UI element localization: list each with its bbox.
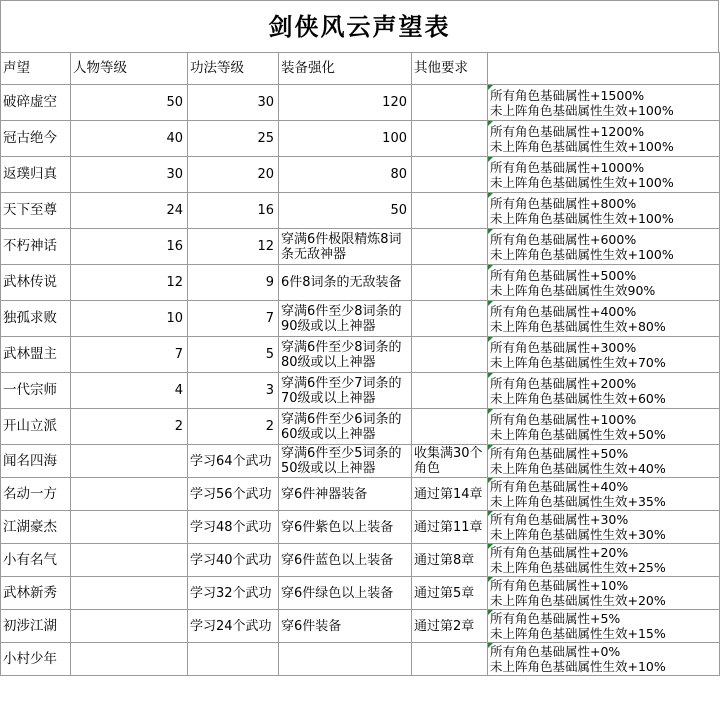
equipment-requirement: 50 — [279, 193, 412, 229]
other-requirement — [412, 85, 488, 121]
character-level — [71, 511, 188, 544]
all-characters-bonus: 所有角色基础属性+200% — [490, 375, 637, 391]
bonus-cell — [488, 337, 720, 373]
all-characters-bonus: 所有角色基础属性+0% — [490, 644, 621, 659]
bench-characters-bonus: 未上阵角色基础属性生效+100% — [490, 138, 674, 154]
character-level — [71, 643, 188, 676]
reputation-name: 开山立派 — [1, 409, 71, 445]
bench-characters-bonus: 未上阵角色基础属性生效+50% — [490, 426, 666, 442]
bench-characters-bonus: 未上阵角色基础属性生效+40% — [490, 461, 666, 476]
table-row — [1, 511, 720, 544]
reputation-name: 闻名四海 — [1, 445, 71, 478]
reputation-name: 冠古绝今 — [1, 121, 71, 157]
bench-characters-bonus: 未上阵角色基础属性生效+100% — [490, 174, 674, 190]
skill-level: 20 — [188, 157, 279, 193]
all-characters-bonus: 所有角色基础属性+20% — [490, 545, 629, 560]
all-characters-bonus: 所有角色基础属性+5% — [490, 611, 621, 626]
bench-characters-bonus: 未上阵角色基础属性生效+25% — [490, 560, 666, 575]
skill-level: 学习56个武功 — [188, 478, 279, 511]
equipment-requirement: 80 — [279, 157, 412, 193]
equipment-requirement — [279, 643, 412, 676]
other-requirement — [412, 193, 488, 229]
header-bonus — [488, 53, 720, 85]
table-row — [1, 409, 720, 445]
reputation-name: 天下至尊 — [1, 193, 71, 229]
reputation-name: 小有名气 — [1, 544, 71, 577]
skill-level: 学习48个武功 — [188, 511, 279, 544]
bench-characters-bonus: 未上阵角色基础属性生效+100% — [490, 246, 674, 262]
bonus-cell — [488, 610, 720, 643]
reputation-table — [0, 52, 720, 676]
bench-characters-bonus: 未上阵角色基础属性生效+70% — [490, 354, 666, 370]
table-row — [1, 157, 720, 193]
skill-level: 学习40个武功 — [188, 544, 279, 577]
other-requirement: 通过第2章 — [412, 610, 488, 643]
table-row — [1, 121, 720, 157]
all-characters-bonus: 所有角色基础属性+1500% — [490, 87, 645, 103]
bonus-cell — [488, 301, 720, 337]
bench-characters-bonus: 未上阵角色基础属性生效+80% — [490, 318, 666, 334]
skill-level: 12 — [188, 229, 279, 265]
bonus-cell — [488, 373, 720, 409]
equipment-requirement: 穿满6件至少6词条的60级或以上神器 — [279, 409, 412, 445]
other-requirement: 通过第14章 — [412, 478, 488, 511]
header-other-requirements: 其他要求 — [412, 53, 488, 85]
equipment-requirement: 穿满6件至少5词条的50级或以上神器 — [279, 445, 412, 478]
table-row — [1, 373, 720, 409]
skill-level: 30 — [188, 85, 279, 121]
bonus-cell — [488, 121, 720, 157]
bonus-cell — [488, 511, 720, 544]
character-level — [71, 544, 188, 577]
reputation-name: 返璞归真 — [1, 157, 71, 193]
table-row — [1, 643, 720, 676]
character-level: 30 — [71, 157, 188, 193]
all-characters-bonus: 所有角色基础属性+500% — [490, 267, 637, 283]
equipment-requirement: 穿6件蓝色以上装备 — [279, 544, 412, 577]
skill-level: 5 — [188, 337, 279, 373]
skill-level: 9 — [188, 265, 279, 301]
character-level: 4 — [71, 373, 188, 409]
bench-characters-bonus: 未上阵角色基础属性生效+60% — [490, 390, 666, 406]
equipment-requirement: 穿满6件至少8词条的80级或以上神器 — [279, 337, 412, 373]
all-characters-bonus: 所有角色基础属性+40% — [490, 479, 629, 494]
all-characters-bonus: 所有角色基础属性+300% — [490, 339, 637, 355]
all-characters-bonus: 所有角色基础属性+1000% — [490, 159, 645, 175]
character-level: 7 — [71, 337, 188, 373]
character-level: 2 — [71, 409, 188, 445]
bonus-cell — [488, 85, 720, 121]
character-level — [71, 445, 188, 478]
reputation-name: 初涉江湖 — [1, 610, 71, 643]
bonus-cell — [488, 544, 720, 577]
header-row — [1, 53, 720, 85]
bonus-cell — [488, 229, 720, 265]
table-row — [1, 85, 720, 121]
other-requirement — [412, 373, 488, 409]
other-requirement — [412, 409, 488, 445]
skill-level: 2 — [188, 409, 279, 445]
skill-level: 16 — [188, 193, 279, 229]
table-row — [1, 337, 720, 373]
other-requirement — [412, 643, 488, 676]
bonus-cell — [488, 445, 720, 478]
character-level: 40 — [71, 121, 188, 157]
skill-level — [188, 643, 279, 676]
reputation-name: 武林盟主 — [1, 337, 71, 373]
reputation-name: 独孤求败 — [1, 301, 71, 337]
skill-level: 25 — [188, 121, 279, 157]
reputation-name: 武林新秀 — [1, 577, 71, 610]
all-characters-bonus: 所有角色基础属性+100% — [490, 411, 637, 427]
bench-characters-bonus: 未上阵角色基础属性生效+100% — [490, 210, 674, 226]
table-row — [1, 610, 720, 643]
all-characters-bonus: 所有角色基础属性+50% — [490, 446, 629, 461]
table-row — [1, 577, 720, 610]
bench-characters-bonus: 未上阵角色基础属性生效+15% — [490, 626, 666, 641]
other-requirement — [412, 121, 488, 157]
table-row — [1, 193, 720, 229]
equipment-requirement: 穿6件装备 — [279, 610, 412, 643]
skill-level: 7 — [188, 301, 279, 337]
other-requirement — [412, 229, 488, 265]
table-row — [1, 265, 720, 301]
character-level — [71, 610, 188, 643]
bench-characters-bonus: 未上阵角色基础属性生效+20% — [490, 593, 666, 608]
bench-characters-bonus: 未上阵角色基础属性生效+30% — [490, 527, 666, 542]
bonus-cell — [488, 193, 720, 229]
reputation-name: 不朽神话 — [1, 229, 71, 265]
bench-characters-bonus: 未上阵角色基础属性生效+100% — [490, 102, 674, 118]
all-characters-bonus: 所有角色基础属性+600% — [490, 231, 637, 247]
other-requirement — [412, 301, 488, 337]
skill-level: 学习24个武功 — [188, 610, 279, 643]
skill-level: 学习64个武功 — [188, 445, 279, 478]
all-characters-bonus: 所有角色基础属性+1200% — [490, 123, 645, 139]
other-requirement — [412, 265, 488, 301]
table-title: 剑侠风云声望表 — [0, 0, 719, 52]
table-row — [1, 445, 720, 478]
character-level: 50 — [71, 85, 188, 121]
table-row — [1, 544, 720, 577]
other-requirement: 通过第8章 — [412, 544, 488, 577]
bonus-cell — [488, 643, 720, 676]
other-requirement: 通过第5章 — [412, 577, 488, 610]
reputation-name: 江湖豪杰 — [1, 511, 71, 544]
other-requirement — [412, 157, 488, 193]
character-level: 16 — [71, 229, 188, 265]
reputation-name: 一代宗师 — [1, 373, 71, 409]
table-row — [1, 478, 720, 511]
bonus-cell — [488, 157, 720, 193]
equipment-requirement: 100 — [279, 121, 412, 157]
other-requirement: 收集满30个角色 — [412, 445, 488, 478]
reputation-name: 名动一方 — [1, 478, 71, 511]
other-requirement — [412, 337, 488, 373]
header-reputation: 声望 — [1, 53, 71, 85]
equipment-requirement: 120 — [279, 85, 412, 121]
reputation-name: 小村少年 — [1, 643, 71, 676]
all-characters-bonus: 所有角色基础属性+10% — [490, 578, 629, 593]
equipment-requirement: 穿6件绿色以上装备 — [279, 577, 412, 610]
skill-level: 学习32个武功 — [188, 577, 279, 610]
character-level: 12 — [71, 265, 188, 301]
equipment-requirement: 穿满6件至少7词条的70级或以上神器 — [279, 373, 412, 409]
character-level — [71, 478, 188, 511]
bench-characters-bonus: 未上阵角色基础属性生效+10% — [490, 659, 666, 674]
character-level: 24 — [71, 193, 188, 229]
skill-level: 3 — [188, 373, 279, 409]
all-characters-bonus: 所有角色基础属性+30% — [490, 512, 629, 527]
bench-characters-bonus: 未上阵角色基础属性生效+35% — [490, 494, 666, 509]
all-characters-bonus: 所有角色基础属性+800% — [490, 195, 637, 211]
equipment-requirement: 穿满6件极限精炼8词条无敌神器 — [279, 229, 412, 265]
bonus-cell — [488, 409, 720, 445]
equipment-requirement: 穿6件紫色以上装备 — [279, 511, 412, 544]
bonus-cell — [488, 478, 720, 511]
header-character-level: 人物等级 — [71, 53, 188, 85]
character-level — [71, 577, 188, 610]
header-skill-level: 功法等级 — [188, 53, 279, 85]
reputation-name: 破碎虚空 — [1, 85, 71, 121]
other-requirement: 通过第11章 — [412, 511, 488, 544]
bonus-cell — [488, 265, 720, 301]
table-row — [1, 229, 720, 265]
equipment-requirement: 穿满6件至少8词条的90级或以上神器 — [279, 301, 412, 337]
reputation-name: 武林传说 — [1, 265, 71, 301]
equipment-requirement: 6件8词条的无敌装备 — [279, 265, 412, 301]
equipment-requirement: 穿6件神器装备 — [279, 478, 412, 511]
bonus-cell — [488, 577, 720, 610]
character-level: 10 — [71, 301, 188, 337]
all-characters-bonus: 所有角色基础属性+400% — [490, 303, 637, 319]
bench-characters-bonus: 未上阵角色基础属性生效90% — [490, 282, 656, 298]
header-equipment-enhance: 装备强化 — [279, 53, 412, 85]
table-row — [1, 301, 720, 337]
